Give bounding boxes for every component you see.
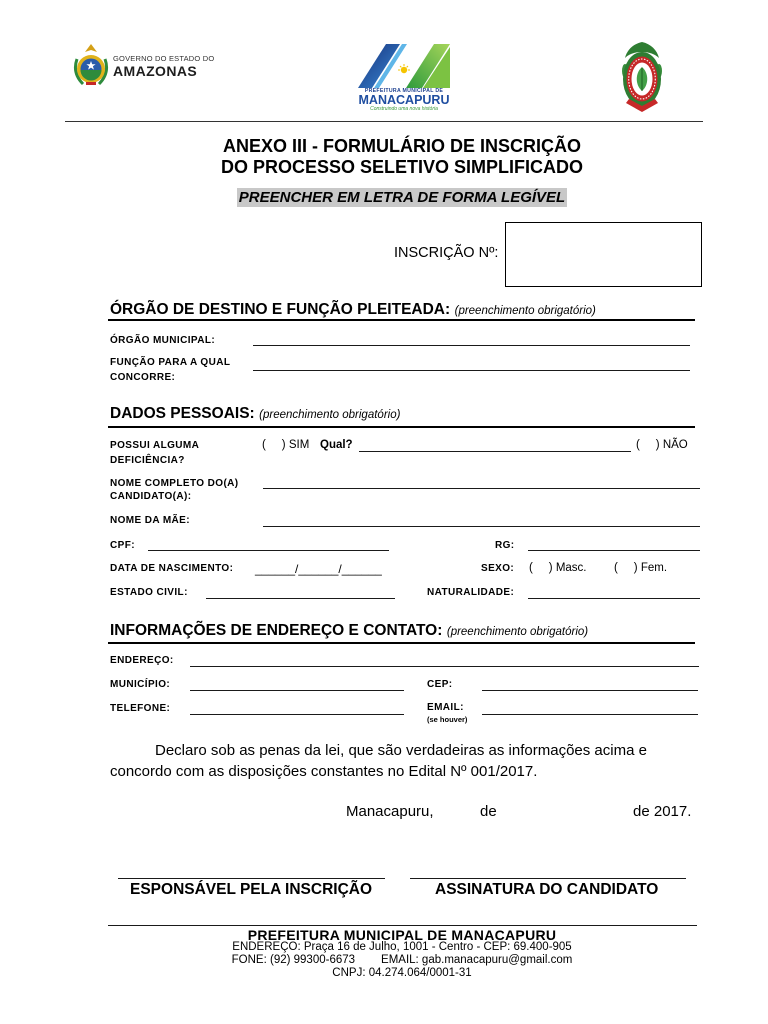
mother-name-label: NOME DA MÃE: bbox=[110, 515, 190, 526]
section-divider bbox=[108, 426, 695, 428]
birthplace-label: NATURALIDADE: bbox=[427, 587, 515, 598]
manacapuru-logo-icon bbox=[356, 41, 452, 89]
sex-label: SEXO: bbox=[481, 563, 515, 574]
section-address-heading bbox=[110, 623, 588, 639]
zip-label: CEP: bbox=[427, 679, 453, 690]
disability-label-line1: POSSUI ALGUMA bbox=[110, 440, 200, 451]
section-title: INFORMAÇÕES DE ENDEREÇO E CONTATO: bbox=[110, 622, 443, 639]
organ-fill-line bbox=[253, 345, 690, 346]
marital-status-fill-line bbox=[206, 598, 395, 599]
city-logo-slogan: Construindo uma nova história bbox=[370, 106, 438, 112]
footer-email: EMAIL: gab.manacapuru@gmail.com bbox=[381, 954, 573, 966]
mother-name-fill-line bbox=[263, 526, 700, 527]
manacapuru-seal-icon bbox=[619, 41, 665, 115]
disability-label-line2: DEFICIÊNCIA? bbox=[110, 455, 185, 466]
rg-label: RG: bbox=[495, 540, 515, 551]
email-optional-note: (se houver) bbox=[427, 715, 468, 724]
section-title: ÓRGÃO DE DESTINO E FUNÇÃO PLEITEADA: bbox=[110, 301, 451, 318]
page-title-line2: DO PROCESSO SELETIVO SIMPLIFICADO bbox=[220, 157, 584, 177]
section-divider bbox=[108, 642, 695, 644]
responsible-signature-label: ESPONSÁVEL PELA INSCRIÇÃO bbox=[130, 881, 373, 898]
footer-org: PREFEITURA MUNICIPAL DE MANACAPURU bbox=[247, 927, 557, 943]
state-logo-line2: AMAZONAS bbox=[113, 63, 198, 79]
instruction-banner bbox=[152, 190, 652, 205]
declaration-line1: Declaro sob as penas da lei, que são verdadeiras as informações acima e bbox=[155, 742, 647, 759]
section-title: DADOS PESSOAIS: bbox=[110, 405, 255, 422]
city-fill-line bbox=[190, 690, 404, 691]
cpf-label: CPF: bbox=[110, 540, 135, 551]
sex-male-option: ( ) Masc. bbox=[529, 562, 587, 574]
rg-fill-line bbox=[528, 550, 700, 551]
state-logo-line1: GOVERNO DO ESTADO DO bbox=[113, 54, 215, 63]
phone-label: TELEFONE: bbox=[110, 703, 171, 714]
section-divider bbox=[108, 319, 695, 321]
birth-date-blank: ______/______/______ bbox=[255, 562, 382, 576]
registration-label: INSCRIÇÃO Nº: bbox=[394, 245, 499, 261]
function-label-line1: FUNÇÃO PARA A QUAL bbox=[110, 357, 231, 368]
instruction-text: PREENCHER EM LETRA DE FORMA LEGÍVEL bbox=[238, 189, 566, 206]
zip-fill-line bbox=[482, 690, 698, 691]
declaration-line2: concordo com as disposições constantes no Edital Nº 001/2017. bbox=[110, 763, 538, 780]
sex-female-option: ( ) Fem. bbox=[614, 562, 668, 574]
disability-no-option: ( ) NÃO bbox=[636, 439, 688, 451]
full-name-label-line2: CANDIDATO(A): bbox=[110, 491, 192, 502]
full-name-fill-line bbox=[263, 488, 700, 489]
birth-date-label: DATA DE NASCIMENTO: bbox=[110, 563, 234, 574]
footer-phone: FONE: (92) 99300-6673 bbox=[231, 954, 356, 966]
date-de-month: de bbox=[480, 803, 497, 820]
cpf-fill-line bbox=[148, 550, 389, 551]
page-title-line1: ANEXO III - FORMULÁRIO DE INSCRIÇÃO bbox=[222, 136, 581, 156]
birthplace-fill-line bbox=[528, 598, 700, 599]
email-label: EMAIL: bbox=[427, 702, 464, 713]
function-fill-line bbox=[253, 370, 690, 371]
organ-label: ÓRGÃO MUNICIPAL: bbox=[110, 335, 216, 346]
disability-which-label: Qual? bbox=[320, 439, 353, 451]
section-destination-heading bbox=[110, 302, 596, 318]
footer-cnpj: CNPJ: 04.274.064/0001-31 bbox=[332, 967, 472, 979]
section-note: (preenchimento obrigatório) bbox=[259, 409, 401, 421]
footer-contact bbox=[152, 955, 652, 967]
date-de-year: de 2017. bbox=[633, 803, 692, 820]
date-city: Manacapuru, bbox=[346, 803, 434, 820]
disability-which-fill-line bbox=[359, 451, 631, 452]
marital-status-label: ESTADO CIVIL: bbox=[110, 587, 188, 598]
candidate-signature-label: ASSINATURA DO CANDIDATO bbox=[435, 881, 659, 898]
disability-yes-option: ( ) SIM bbox=[262, 439, 310, 451]
section-personal-heading bbox=[110, 406, 400, 422]
section-note: (preenchimento obrigatório) bbox=[454, 305, 596, 317]
email-fill-line bbox=[482, 714, 698, 715]
candidate-signature-line bbox=[410, 878, 686, 879]
section-note: (preenchimento obrigatório) bbox=[446, 626, 589, 638]
city-logo-line1: PREFEITURA MUNICIPAL DE bbox=[364, 88, 444, 94]
header-divider bbox=[65, 121, 703, 122]
function-label-line2: CONCORRE: bbox=[110, 372, 176, 383]
registration-number-box bbox=[505, 222, 702, 287]
full-name-label-line1: NOME COMPLETO DO(A) bbox=[110, 478, 239, 489]
footer-address: ENDEREÇO: Praça 16 de Julho, 1001 - Centro - CEP: 69.400-905 bbox=[232, 941, 572, 953]
city-label: MUNICÍPIO: bbox=[110, 679, 171, 690]
street-label: ENDEREÇO: bbox=[110, 655, 174, 666]
amazonas-coat-of-arms-icon bbox=[72, 43, 110, 87]
street-fill-line bbox=[190, 666, 699, 667]
city-logo-line2: MANACAPURU bbox=[358, 93, 450, 107]
footer-divider bbox=[108, 925, 697, 926]
responsible-signature-line bbox=[118, 878, 385, 879]
phone-fill-line bbox=[190, 714, 404, 715]
